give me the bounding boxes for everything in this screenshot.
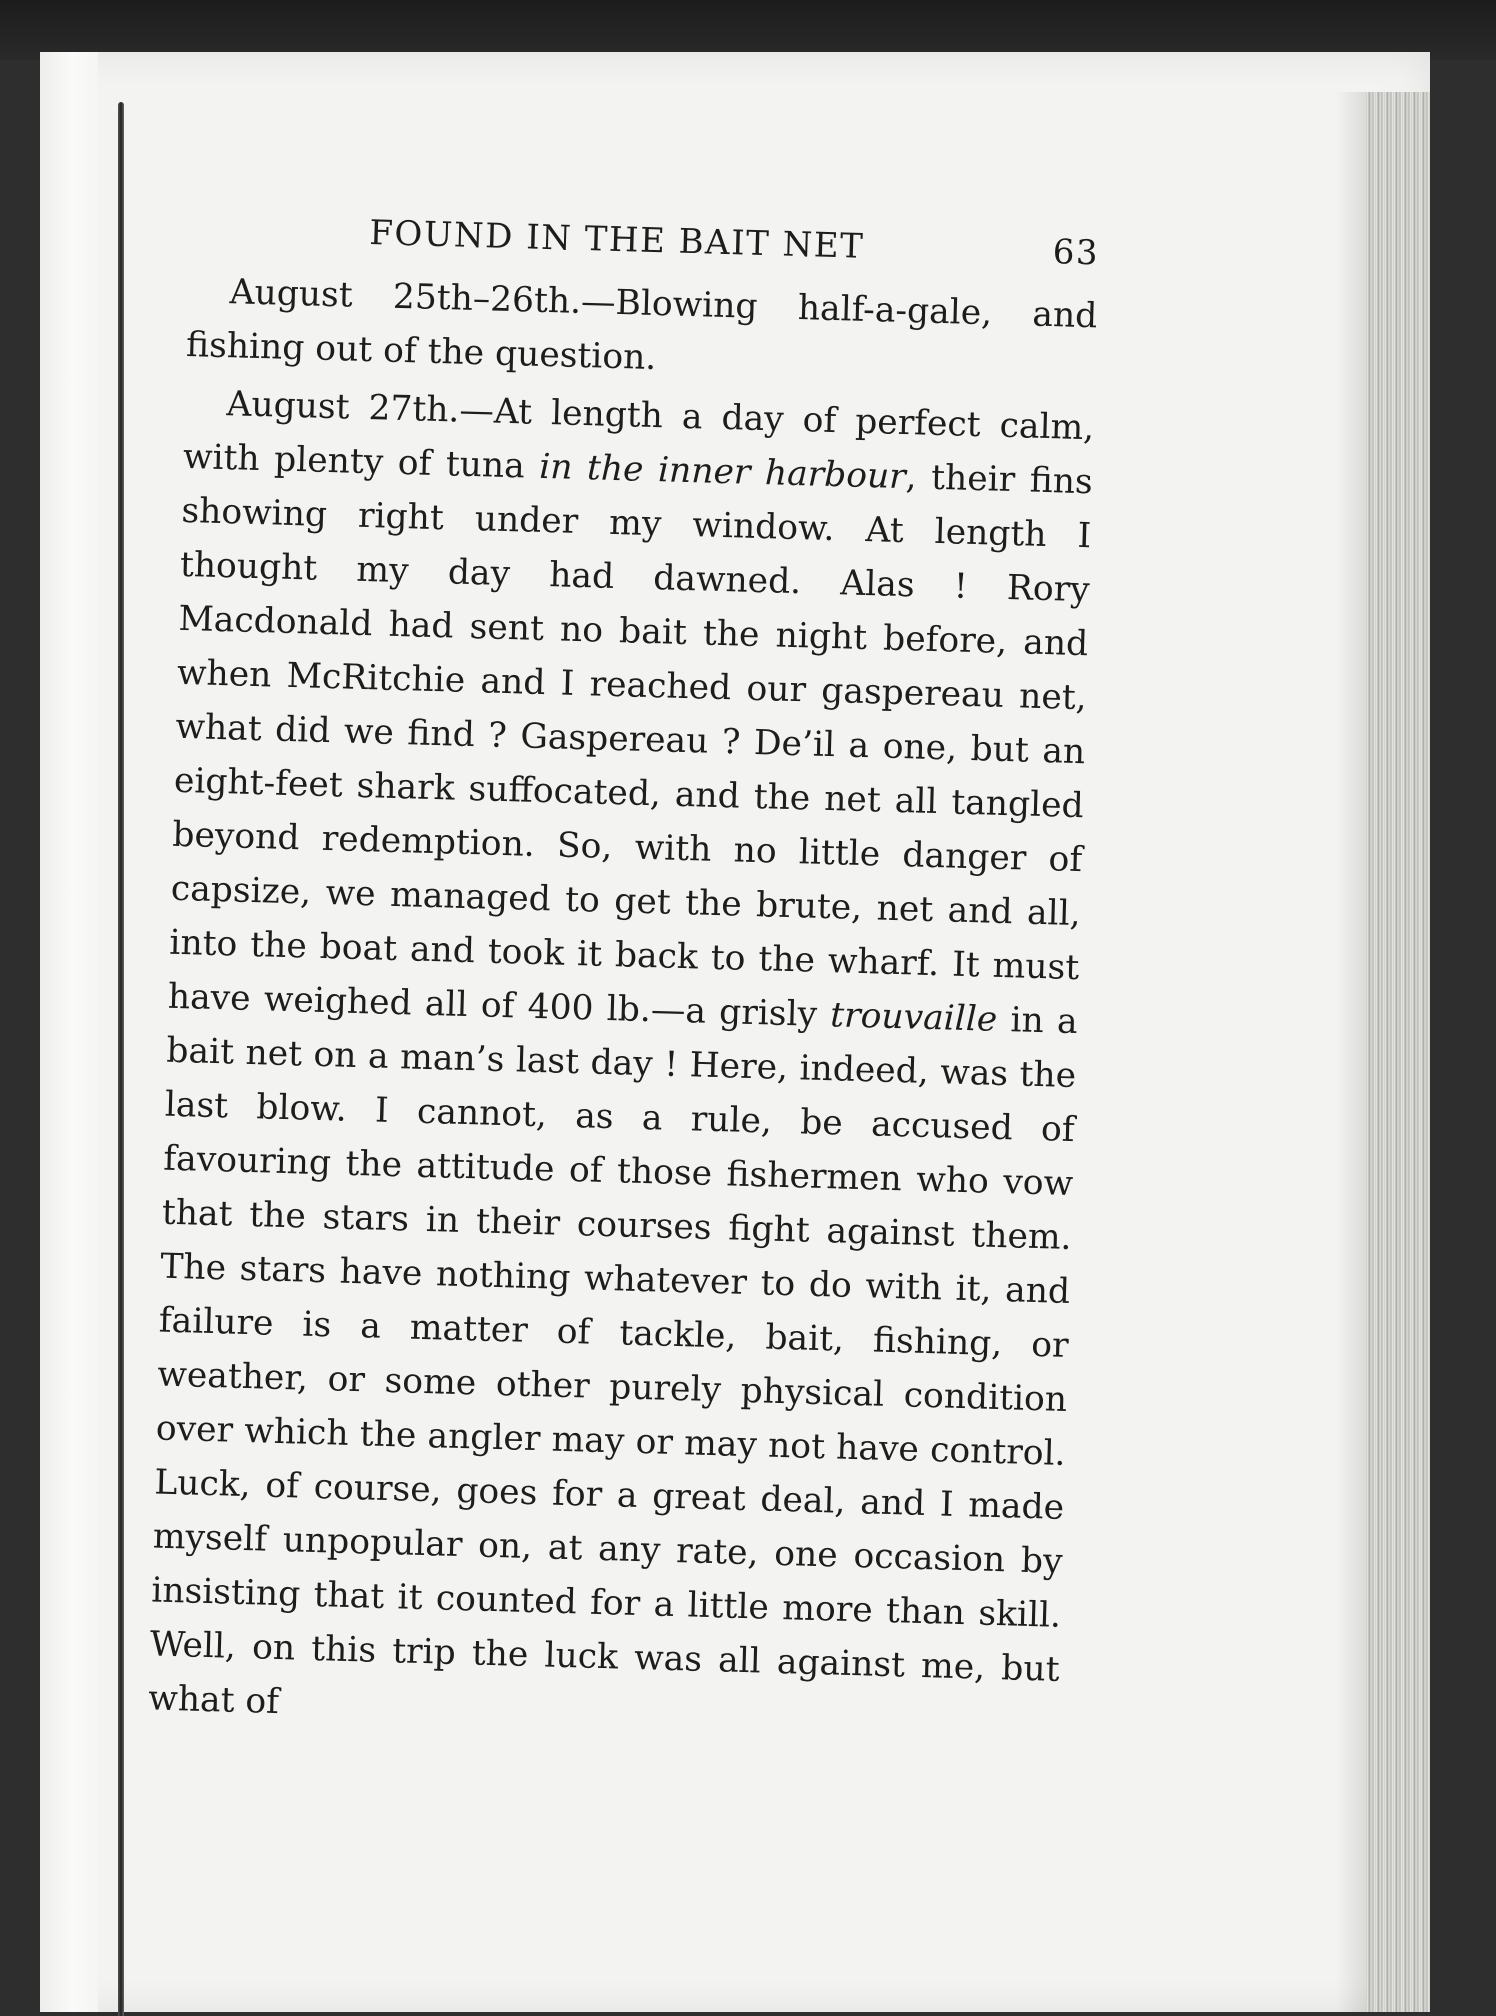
paragraph-2-italic-word: trouvaille: [829, 995, 998, 1040]
running-title: FOUND IN THE BAIT NET: [368, 213, 865, 267]
paragraph-2-italic-phrase: in the inner harbour: [538, 446, 907, 498]
fore-edge-shadow: [1336, 92, 1366, 2012]
paragraph-1-text: August 25th–26th.—Blowing half-a-gale, and fishing out of the question.: [185, 272, 1098, 379]
paragraph-2: [148, 376, 1095, 1751]
scan-background-top: [0, 0, 1496, 60]
paragraph-2-text-b: , their fins showing right under my window. At length I thought my day had dawned. Alas ! Rory Macdonald had sent no bait the night before, and when McRitchie and I reached our gaspereau net, what did we find ? Gaspereau ? De’il a one, but an eight-feet shark suffocated, and the net all tangled beyond redemption. So, with no little danger of capsize, we managed to get the brute, net and all, into the boat and took it back to the wharf. It must have weighed all of 400 lb.—a grisly: [167, 457, 1094, 1036]
binding-gutter: [118, 102, 124, 2016]
text-block: [148, 208, 1100, 1751]
paragraph-2-text-a: August 27th.—At length a day of perfect calm, with plenty of tuna: [182, 384, 1095, 487]
paragraph-2-text-c: in a bait net on a man’s last day ! Here, indeed, was the last blow. I cannot, as a rule, be accused of favouring the attitude of those fishermen who vow that the stars in their courses fight against them. The stars have nothing whatever to do with it, and failure is a matter of tackle, bait, fishing, or weather, or some other purely physical condition over which the angler may or may not have control. Luck, of course, goes for a great deal, and I made myself unpopular on, at any rate, one occasion by insisting that it counted for a little more than skill. Well, on this trip the luck was all against me, but what of: [147, 999, 1079, 1723]
page-number: 63: [1052, 232, 1100, 274]
page-left-margin: [40, 52, 98, 2012]
page-stack-fore-edge: [1366, 92, 1430, 2012]
